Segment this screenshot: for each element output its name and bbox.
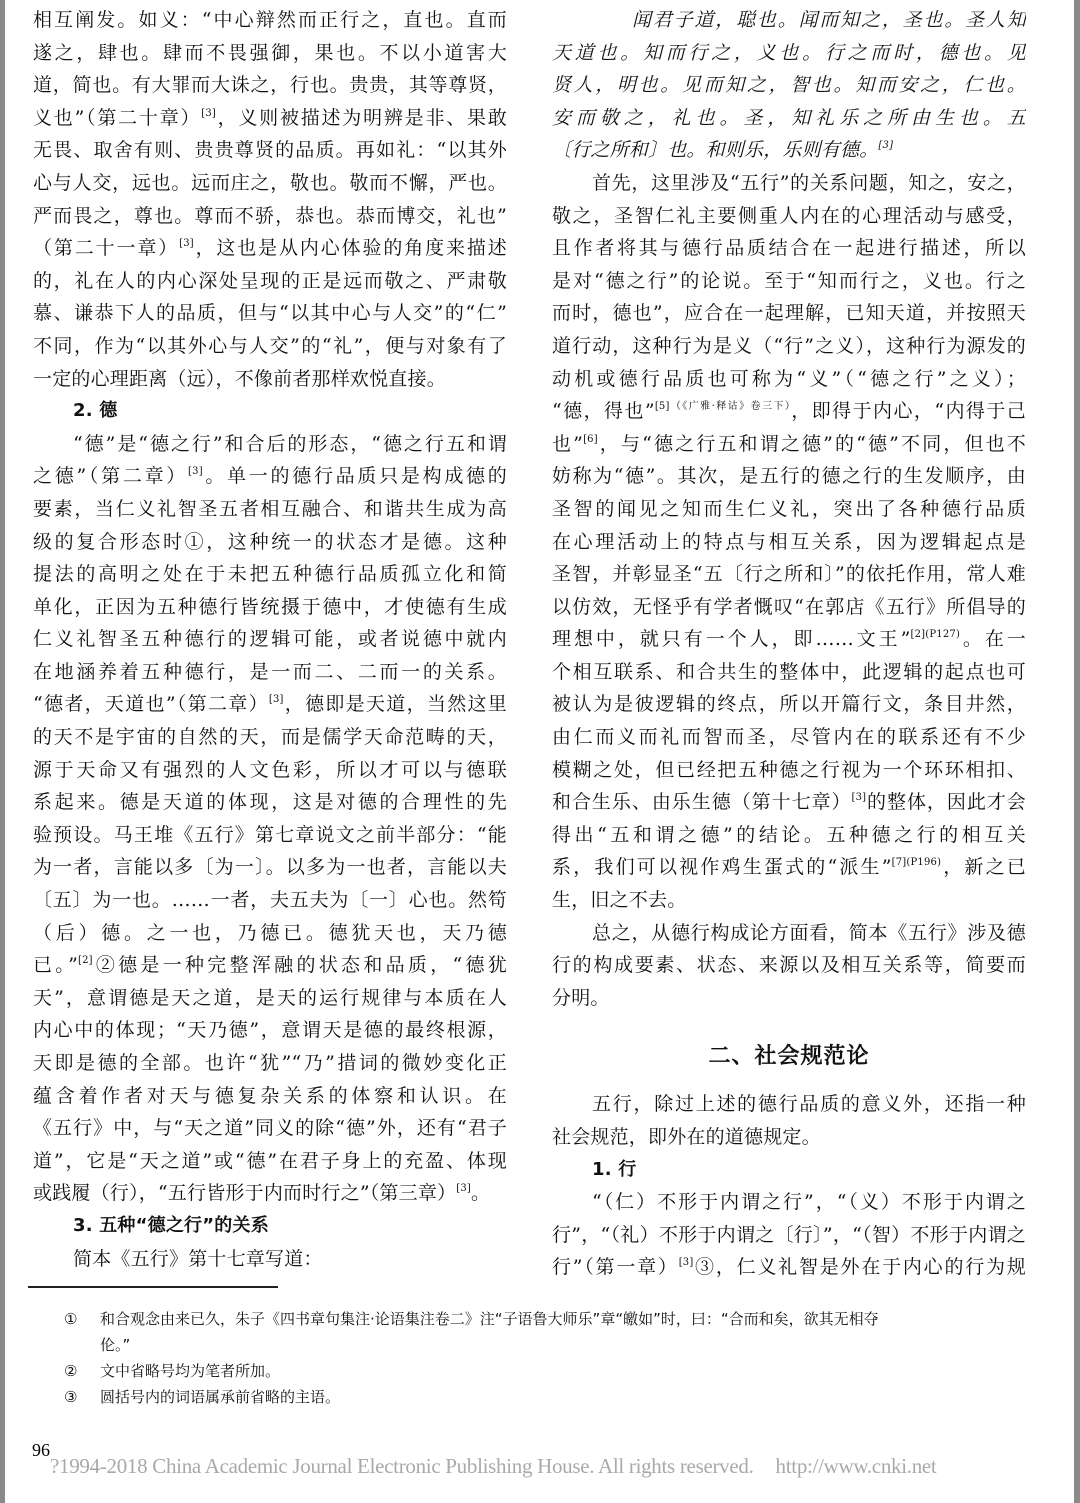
citation-marker: [3]: [179, 238, 194, 250]
text-line: 动机或德行品质也可称为“义”（“德之行”之义）；: [552, 367, 1026, 390]
text-line: 《五行》中，与“天之道”同义的除“德”外，还有“君子: [33, 1117, 507, 1140]
text-line: 无畏、取舍有则、贵贵尊贤的品质。再如礼：“以其外: [33, 139, 507, 162]
text-line: 妨称为“德”。其次，是五行的德之行的生发顺序，由: [552, 465, 1026, 488]
quote-line: 贤人，明也。见而知之，智也。知而安之，仁也。: [552, 74, 1026, 97]
footnote-text: 文中省略号均为笔者所加。: [100, 1362, 281, 1380]
text-line: 为一者，言能以多〔为一〕。以多为一也者，言能以夫: [33, 856, 507, 879]
text-line: 不同，作为“以其外心与人交”的“礼”，便与对象有了: [33, 334, 507, 357]
footnote: [64, 1384, 1034, 1410]
text-line: 道，简也。有大罪而大诛之，行也。贵贵，其等尊贤，: [33, 74, 507, 97]
text-line: “德，得也”$^{[5](《广雅\cdot 释诂》卷三下)}$，即得于内心，“内得于己: [552, 400, 1026, 423]
text-line: 相互阐发。如义：“中心辩然而正行之，直也。直而: [33, 9, 507, 31]
text-line: 系起来。德是天道的体现，这是对德的合理性的先: [33, 791, 507, 814]
footnote: [64, 1306, 1034, 1358]
text-line: 圣智的闻见之知而生仁义礼，突出了各种德行品质: [552, 497, 1026, 520]
quote-line: 〔行之所和〕也。和则乐，乐则有德。[3]: [552, 139, 894, 162]
page-edge-left: [0, 0, 5, 1503]
text-line: 得出“五和谓之德”的结论。五种德之行的相互关: [552, 823, 1026, 846]
text-line: 源于天命又有强烈的人文色彩，所以才可以与德联: [33, 758, 507, 781]
text-line: 道”，它是“天之道”或“德”在君子身上的充盈、体现: [33, 1149, 507, 1172]
text-line: 行”（第一章）[3]③，仁义礼智是外在于内心的行为规: [552, 1256, 1026, 1279]
citation-marker: [6]: [583, 433, 598, 445]
text-line: 遂之，肆也。肆而不畏强御，果也。不以小道害大: [33, 41, 507, 64]
footnote-marker: ②: [64, 1362, 78, 1380]
footnote: [64, 1358, 1034, 1384]
citation-marker: [3]: [851, 792, 867, 804]
text-line: 心与人交，远也。远而庄之，敬也。敬而不懈，严也。: [33, 171, 507, 194]
text-line: 五行，除过上述的德行品质的意义外，还指一种: [592, 1093, 1026, 1116]
text-line: “（仁）不形于内谓之行”，“（义）不形于内谓之: [592, 1191, 1026, 1214]
text-line: 级的复合形态时①，这种统一的状态才是德。这种: [33, 530, 507, 553]
text-line: 在地涵养着五种德行，是一而二、二而一的关系。: [33, 660, 507, 683]
text-line: 敬之，圣智仁礼主要侧重人内在的心理活动与感受，: [552, 204, 1026, 227]
text-line: 也”[6]，与“德之行五和谓之德”的“德”不同，但也不: [552, 432, 1026, 455]
citation-marker: [3]: [456, 1183, 471, 1195]
text-line: 慕、谦恭下人的品质，但与“以其中心与人交”的“仁”: [33, 302, 507, 325]
page-edge-right: [1074, 0, 1080, 1503]
text-line: 被认为是彼逻辑的终点，所以开篇行文，条目井然，: [552, 693, 1026, 716]
text-line: 分明。: [552, 986, 610, 1009]
text-line: 义也”（第二十章）[3]，义则被描述为明辨是非、果敢: [33, 106, 507, 129]
text-line: 一定的心理距离（远），不像前者那样欢悦直接。: [33, 367, 446, 390]
text-line: （第二十一章）[3]，这也是从内心体验的角度来描述: [33, 237, 507, 260]
text-line: 生，旧之不去。: [552, 889, 687, 912]
text-line: 而时，德也”，应合在一起理解，已知天道，并按照天: [552, 302, 1026, 325]
quote-line: 天道也。知而行之，义也。行之而时，德也。见: [552, 41, 1026, 64]
citation-marker: [3]: [268, 694, 284, 706]
text-line: 或践履（行），“五行皆形于内而时行之”（第三章）[3]。: [33, 1182, 491, 1205]
section-title: 二、社会规范论: [708, 1044, 870, 1070]
text-line: （后）德。之一也，乃德已。德犹天也，天乃德: [33, 921, 507, 944]
citation-marker: [3]: [201, 107, 217, 119]
text-line: “德”是“德之行”和合后的形态，“德之行五和谓: [73, 432, 507, 455]
citation-marker: [7](P196): [891, 857, 942, 869]
citation-marker: [3]: [878, 140, 894, 152]
text-line: 模糊之处，但已经把五种德之行视为一个环环相扣、: [552, 758, 1026, 781]
text-line: “德者，天道也”（第二章）[3]，德即是天道，当然这里: [33, 693, 507, 716]
text-line: 提法的高明之处在于未把五种德行品质孤立化和简: [33, 563, 507, 586]
citation-marker: [3]: [678, 1257, 694, 1269]
footnote-text: 和合观念由来已久，朱子《四书章句集注·论语集注卷二》注“子语鲁大师乐”章“皦如”时，曰：“合而和矣，欲其无相夺: [100, 1310, 879, 1328]
subheading-relation: 3. 五种“德之行”的关系: [73, 1214, 269, 1236]
text-line: 首先，这里涉及“五行”的关系问题，知之，安之，: [592, 171, 1026, 194]
text-line: 天即是德的全部。也许“犹”“乃”措词的微妙变化正: [33, 1052, 507, 1074]
text-line: 在心理活动上的特点与相互关系，因为逻辑起点是: [552, 530, 1026, 553]
text-line: 〔五〕为一也。……一者，夫五夫为〔一〕心也。然笱: [33, 889, 507, 912]
text-line: 社会规范，即外在的道德规定。: [552, 1126, 821, 1148]
left-column: [33, 4, 507, 1275]
footnotes: [64, 1306, 1034, 1410]
text-line: 蕴含着作者对天与德复杂关系的体察和认识。在: [33, 1084, 507, 1107]
page-number: 96: [32, 1440, 50, 1460]
citation-marker: [5]（《广雅·释诂》卷三下）: [654, 401, 792, 413]
text-line: 简本《五行》第十七章写道：: [73, 1247, 323, 1270]
text-line: 圣智，并彰显圣“五〔行之所和〕”的依托作用，常人难: [552, 563, 1026, 586]
quote-line: 闻君子道，聪也。闻而知之，圣也。圣人知: [632, 9, 1026, 31]
text-line: 的，礼在人的内心深处呈现的正是远而敬之、严肃敬: [33, 269, 507, 292]
right-column: [552, 4, 1026, 1284]
text-line: 仁义礼智圣五种德行的逻辑可能，或者说德中就内: [33, 628, 507, 651]
copyright-notice: [50, 1454, 936, 1479]
text-line: 和合生乐、由乐生德（第十七章）[3]的整体，因此才会: [552, 791, 1026, 814]
footnote-rule: [28, 1286, 278, 1288]
subheading-xing: 1. 行: [592, 1158, 637, 1180]
text-line: 的天不是宇宙的自然的天，而是儒学天命范畴的天，: [33, 726, 507, 749]
text-line: 验预设。马王堆《五行》第七章说文之前半部分：“能: [33, 823, 507, 846]
footnote-text: 圆括号内的词语属承前省略的主语。: [100, 1388, 341, 1406]
footnote-marker: ①: [64, 1310, 78, 1328]
text-line: 已。”[2]②德是一种完整浑融的状态和品质，“德犹: [33, 954, 507, 977]
text-line: 理想中，就只有一个人，即……文王”$^{[2](P127)}$。在一: [552, 628, 1026, 651]
text-line: 单化，正因为五种德行皆统摄于德中，才使德有生成: [33, 595, 507, 618]
cnki-link[interactable]: http://www.cnki.net: [775, 1454, 937, 1478]
text-line: 是对“德之行”的论说。至于“知而行之，义也。行之: [552, 269, 1026, 292]
citation-marker: [3]: [188, 466, 203, 478]
text-line: 天”，意谓德是天之道，是天的运行规律与本质在人: [33, 986, 507, 1009]
citation-marker: [2]: [78, 955, 93, 967]
text-line: 系，我们可以视作鸡生蛋式的“派生”$^{[7](P196)}$，新之已: [552, 856, 1026, 879]
footnote-marker: ③: [64, 1388, 78, 1406]
text-line: 由仁而义而礼而智而圣，尽管内在的联系还有不少: [552, 726, 1026, 749]
text-line: 内心中的体现；“天乃德”，意谓天是德的最终根源，: [33, 1019, 507, 1042]
text-line: 总之，从德行构成论方面看，简本《五行》涉及德: [592, 921, 1026, 944]
footnote-text-continued: 伦。”: [100, 1336, 131, 1354]
text-line: 之德”（第二章）[3]。单一的德行品质只是构成德的: [33, 465, 507, 488]
text-line: 要素，当仁义礼智圣五者相互融合、和谐共生成为高: [33, 497, 507, 520]
text-line: 个相互联系、和合共生的整体中，此逻辑的起点也可: [552, 660, 1026, 683]
text-line: 以仿效，无怪乎有学者慨叹“在郭店《五行》所倡导的: [552, 595, 1026, 618]
subheading-de: 2. 德: [73, 400, 118, 422]
quote-line: 安而敬之，礼也。圣，知礼乐之所由生也。五: [552, 106, 1026, 129]
text-line: 道行动，这种行为是义（“行”之义），这种行为源发的: [552, 334, 1026, 357]
text-line: 行”，“（礼）不形于内谓之〔行〕”，“（智）不形于内谓之: [552, 1223, 1026, 1246]
citation-marker: [2](P127): [910, 629, 961, 641]
text-line: 且作者将其与德行品质结合在一起进行描述，所以: [552, 237, 1026, 260]
text-line: 严而畏之，尊也。尊而不骄，恭也。恭而博交，礼也”: [33, 204, 507, 227]
copyright-text: ?1994-2018 China Academic Journal Electronic Publishing House. All rights reserved.: [50, 1454, 754, 1478]
text-line: 行的构成要素、状态、来源以及相互关系等，简要而: [552, 954, 1026, 977]
